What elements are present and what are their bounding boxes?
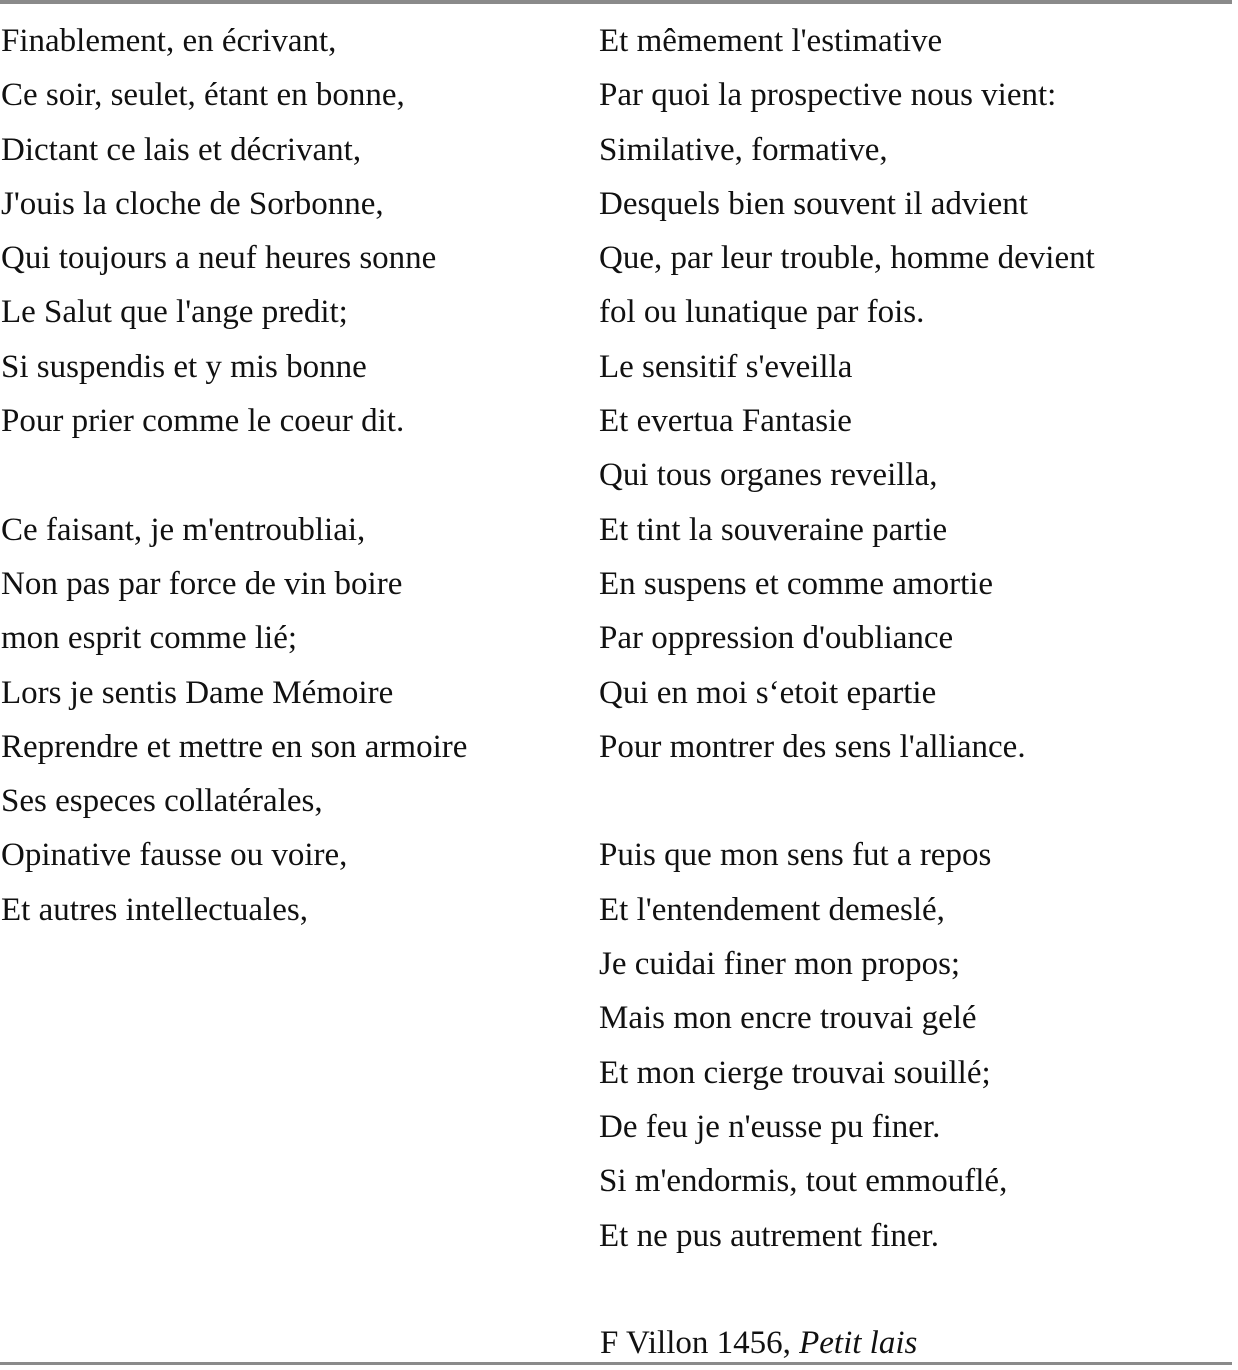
poem-line: mon esprit comme lié; bbox=[1, 620, 298, 657]
poem-line: Ce faisant, je m'entroubliai, bbox=[1, 511, 366, 548]
poem-line: Par quoi la prospective nous vient: bbox=[599, 77, 1057, 114]
poem-line: Par oppression d'oubliance bbox=[599, 620, 954, 657]
poem-line: Ce soir, seulet, étant en bonne, bbox=[1, 77, 405, 114]
poem-line: Et tint la souveraine partie bbox=[599, 511, 948, 548]
stanza bbox=[1, 14, 561, 448]
poem-line: Et evertua Fantasie bbox=[599, 403, 852, 440]
poem-line: Opinative fausse ou voire, bbox=[1, 837, 348, 874]
poem-line: Et mon cierge trouvai souillé; bbox=[599, 1054, 991, 1091]
poem-line: Mais mon encre trouvai gelé bbox=[599, 1000, 977, 1037]
poem-line: Qui toujours a neuf heures sonne bbox=[1, 240, 437, 277]
poem-line: En suspens et comme amortie bbox=[599, 565, 994, 602]
poem-line: Je cuidai finer mon propos; bbox=[599, 946, 961, 983]
poem-line: Et autres intellectuales, bbox=[1, 891, 308, 928]
poem-line: Reprendre et mettre en son armoire bbox=[1, 728, 468, 765]
poem-line: Puis que mon sens fut a repos bbox=[599, 837, 992, 874]
bottom-rule bbox=[0, 1362, 1232, 1365]
poem-line: Lors je sentis Dame Mémoire bbox=[1, 674, 394, 711]
poem-line: Similative, formative, bbox=[599, 131, 888, 168]
stanza bbox=[599, 14, 1219, 774]
poem-line: Et mêmement l'estimative bbox=[599, 23, 943, 59]
poem-line: Et l'entendement demeslé, bbox=[599, 891, 945, 928]
poem-line: Le sensitif s'eveilla bbox=[599, 348, 853, 385]
poem-line: Si suspendis et y mis bonne bbox=[1, 348, 367, 385]
poem-line: fol ou lunatique par fois. bbox=[599, 294, 925, 331]
poem-line: Desquels bien souvent il advient bbox=[599, 185, 1028, 222]
poem-line: Si m'endormis, tout emmouflé, bbox=[599, 1163, 1008, 1200]
poem-line: Qui tous organes reveilla, bbox=[599, 457, 938, 494]
poem-right-column bbox=[599, 14, 1219, 1263]
poem-line: Pour prier comme le coeur dit. bbox=[1, 403, 405, 440]
stanza bbox=[1, 503, 561, 937]
poem-line: Et ne pus autrement finer. bbox=[599, 1217, 939, 1254]
poem-line: Pour montrer des sens l'alliance. bbox=[599, 728, 1026, 765]
poem-line: Ses especes collatérales, bbox=[1, 783, 323, 820]
poem-line: Non pas par force de vin boire bbox=[1, 565, 403, 602]
attribution-author-date: F Villon 1456, bbox=[600, 1325, 800, 1361]
stanza bbox=[599, 828, 1219, 1262]
poem-line: Le Salut que l'ange predit; bbox=[1, 294, 348, 331]
poem-line: Finablement, en écrivant, bbox=[1, 23, 337, 59]
poem-left-column bbox=[1, 14, 561, 937]
poem-line: J'ouis la cloche de Sorbonne, bbox=[1, 185, 384, 222]
poem-line: Dictant ce lais et décrivant, bbox=[1, 131, 362, 168]
poem-line: Que, par leur trouble, homme devient bbox=[599, 240, 1095, 277]
top-rule bbox=[0, 0, 1232, 4]
attribution-work-title: Petit lais bbox=[799, 1325, 918, 1361]
poem-line: Qui en moi s‘etoit epartie bbox=[599, 674, 937, 711]
poem-line: De feu je n'eusse pu finer. bbox=[599, 1108, 941, 1145]
